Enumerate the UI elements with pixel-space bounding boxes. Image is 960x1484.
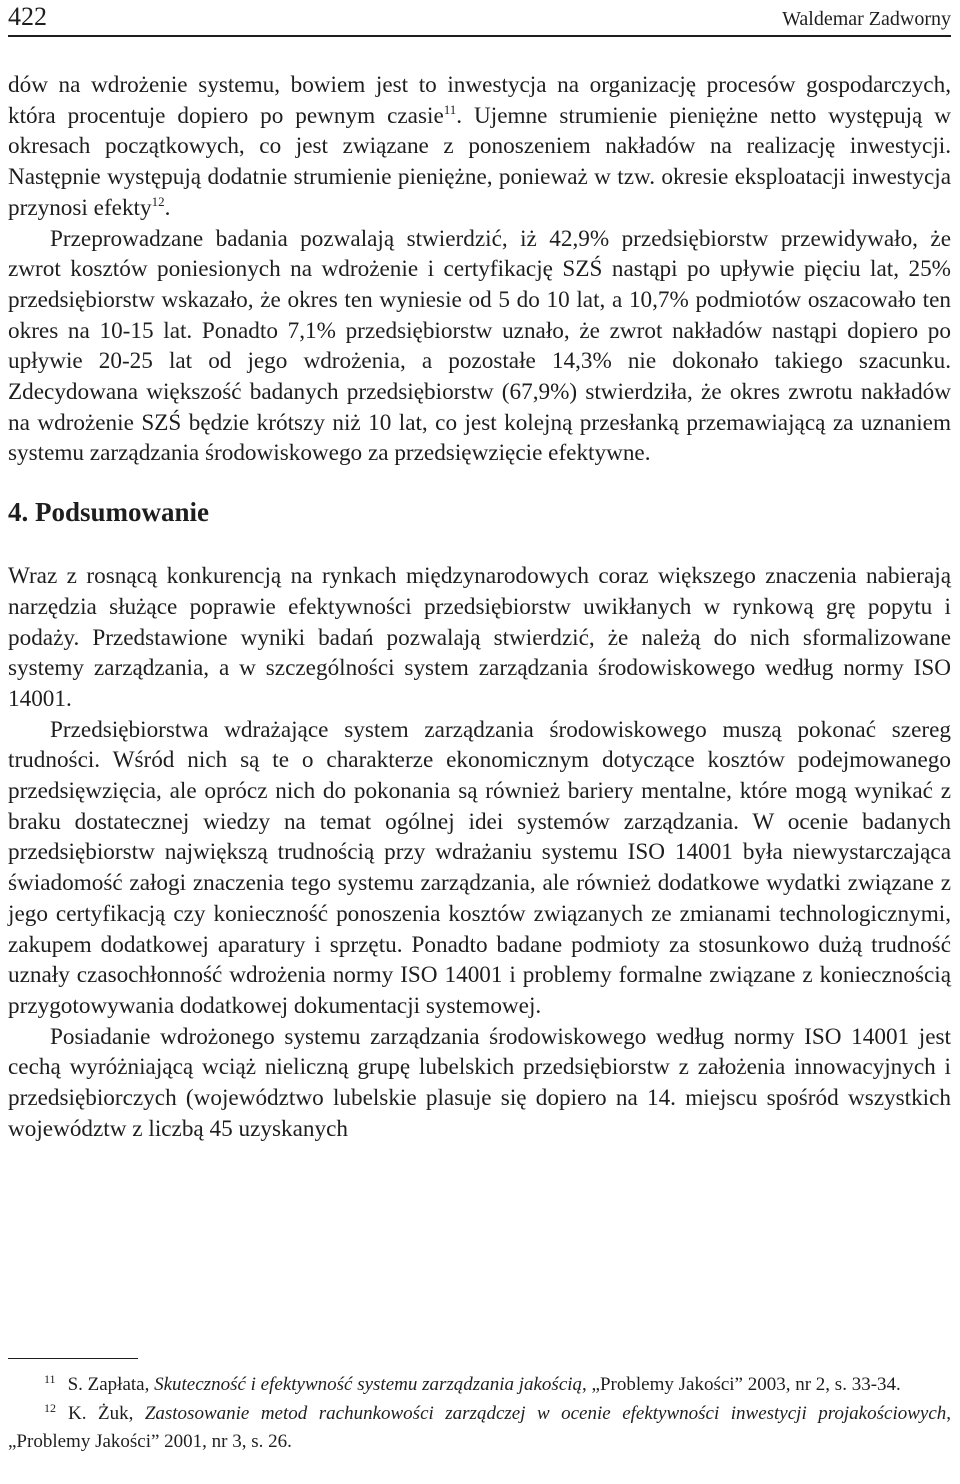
paragraph-lubelskie: Posiadanie wdrożonego systemu zarządzania środowiskowego według normy ISO 14001 jest cechą wyróżniającą wciąż nieliczną grupę lubelskich przedsiębiorstw z założenia innowacyjnych i przedsiębiorczych (województwo lubelskie plasuje się dopiero na 14. miejscu spośród wszystkich województw z liczbą 45 uzyskanych xyxy=(8,1023,951,1142)
footnote-author: S. Zapłata, xyxy=(67,1374,155,1395)
page-header xyxy=(8,2,951,37)
footnote-source: , „Problemy Jakości” 2003, nr 2, s. 33-34. xyxy=(582,1374,901,1395)
footnote-separator xyxy=(8,1358,138,1359)
running-head-author: Waldemar Zadworny xyxy=(782,8,951,30)
footnote-number: 11 xyxy=(44,1372,56,1386)
body-text xyxy=(8,70,951,1145)
footnote-title: Skuteczność i efektywność systemu zarządzania jakością xyxy=(154,1374,583,1395)
footnote-11 xyxy=(8,1371,951,1400)
footnote-number: 12 xyxy=(44,1400,56,1415)
paragraph-continuation xyxy=(8,70,951,224)
paragraph-text: . xyxy=(164,194,171,221)
footnote-source: , „Problemy Jakości” 2001, nr 3, s. 26. xyxy=(8,1402,952,1452)
page-number: 422 xyxy=(8,2,47,31)
footnotes xyxy=(8,1371,951,1457)
footnote-12 xyxy=(8,1400,951,1457)
footnote-ref-12[interactable]: 12 xyxy=(151,193,165,209)
footnote-ref-11[interactable]: 11 xyxy=(443,101,457,117)
footnote-author: K. Żuk, xyxy=(68,1402,145,1424)
section-heading-summary: 4. Podsumowanie xyxy=(8,497,210,528)
footnote-title: Zastosowanie metod rachunkowości zarządczej w ocenie efektywności inwestycji projakościowych xyxy=(144,1402,947,1424)
paragraph-research-results: Przeprowadzane badania pozwalają stwierdzić, iż 42,9% przedsiębiorstw przewidywało, że zwrot kosztów poniesionych na wdrożenie i certyfikację SZŚ nastąpi po upływie pięciu lat, 25% przedsiębiorstw wskazało, że okres ten wyniesie od 5 do 10 lat, a 10,7% podmiotów oszacowało ten okres na 10-15 lat. Ponadto 7,1% przedsiębiorstw uznało, że zwrot nakładów nastąpi dopiero po upływie 20-25 lat od jego wdrożenia, a pozostałe 14,3% nie dokonało takiego szacunku. Zdecydowana większość badanych przedsiębiorstw (67,9%) stwierdziła, że okres zwrotu nakładów na wdrożenie SZŚ będzie krótszy niż 10 lat, co jest kolejną przesłanką przemawiającą za uznaniem systemu zarządzania środowiskowego za przedsięwzięcie efektywne. xyxy=(8,225,951,467)
paragraph-summary-intro: Wraz z rosnącą konkurencją na rynkach międzynarodowych coraz większego znaczenia nabierają narzędzia służące poprawie efektywności przedsiębiorstw uwikłanych w rynkową grę popytu i podaży. Przedstawione wyniki badań pozwalają stwierdzić, że należą do nich sformalizowane systemy zarządzania, a w szczególności system zarządzania środowiskowego według normy ISO 14001. xyxy=(8,563,951,712)
paragraph-text: . Ujemne strumienie pieniężne netto występują w okresach początkowych, co jest związane z ponoszeniem nakładów na realizację inwestycji. Następnie występują dodatnie strumienie pieniężne, ponieważ w tzw. okresie eksploatacji inwestycja przynosi efekty xyxy=(8,102,951,221)
paragraph-text: dów na wdrożenie systemu, bowiem jest to inwestycja na organizację procesów gospodarczych, która procentuje dopiero po pewnym czasie xyxy=(8,72,951,129)
paragraph-difficulties: Przedsiębiorstwa wdrażające system zarządzania środowiskowego muszą pokonać szereg trudności. Wśród nich są te o charakterze ekonomicznym dotyczące kosztów podejmowanego przedsięwzięcia, ale oprócz nich do pokonania są również bariery mentalne, które mogą wynikać z braku dostatecznej wiedzy na temat ogólnej idei systemów zarządzania. W ocenie badanych przedsiębiorstw największą trudnością przy wdrażaniu systemu ISO 14001 była niewystarczająca świadomość załogi znaczenia tego systemu zarządzania, ale również dodatkowe wydatki związane z jego certyfikacją czy konieczność ponoszenia kosztów związanych ze zmianami technologicznymi, zakupem dodatkowej aparatury i sprzętu. Ponadto badane podmioty za stosunkowo dużą trudność uznały czasochłonność wdrożenia normy ISO 14001 i problemy formalne związane z koniecznością przygotowywania dodatkowej dokumentacji systemowej. xyxy=(8,716,951,1019)
